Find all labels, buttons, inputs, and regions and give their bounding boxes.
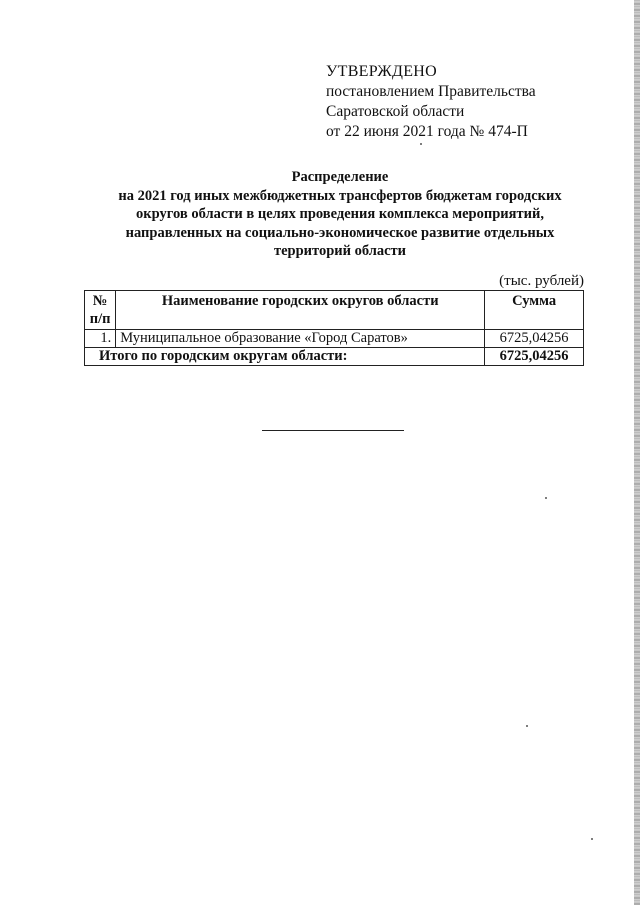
total-label: Итого по городским округам области: [85, 348, 485, 366]
table-header-row [85, 291, 584, 330]
scan-speck [545, 497, 547, 499]
title-heading: Распределение [291, 169, 389, 185]
header-sum: Сумма [485, 291, 584, 330]
scan-speck [591, 838, 593, 840]
scan-speck [526, 725, 528, 727]
document-title [90, 168, 590, 261]
approval-line: Саратовской области [326, 103, 465, 120]
title-line: направленных на социально-экономическое развитие отдельных [125, 224, 555, 241]
table-total-row [85, 348, 584, 366]
row-sum: 6725,04256 [485, 330, 584, 348]
table-row [85, 330, 584, 348]
header-name: Наименование городских округов области [116, 291, 485, 330]
distribution-table [84, 290, 584, 366]
scan-edge-artifact [634, 0, 640, 905]
total-sum: 6725,04256 [485, 348, 584, 366]
approval-line: постановлением Правительства [326, 83, 536, 100]
title-line: территорий области [273, 243, 407, 259]
scan-speck [420, 143, 422, 145]
approved-heading: УТВЕРЖДЕНО [326, 63, 438, 80]
header-number [85, 291, 116, 330]
closing-divider-line [262, 430, 404, 431]
approval-stamp-block [326, 62, 586, 142]
title-line: округов области в целях проведения комплекса мероприятий, [136, 206, 544, 222]
approval-line: от 22 июня 2021 года № 474-П [326, 123, 528, 140]
header-number-sign: № [92, 293, 108, 309]
row-municipality-name: Муниципальное образование «Город Саратов» [116, 330, 485, 348]
title-line: на 2021 год иных межбюджетных трансфертов бюджетам городских [118, 187, 562, 204]
header-number-pp: п/п [89, 311, 111, 327]
units-label: (тыс. рублей) [499, 273, 584, 289]
row-number: 1. [85, 330, 116, 348]
